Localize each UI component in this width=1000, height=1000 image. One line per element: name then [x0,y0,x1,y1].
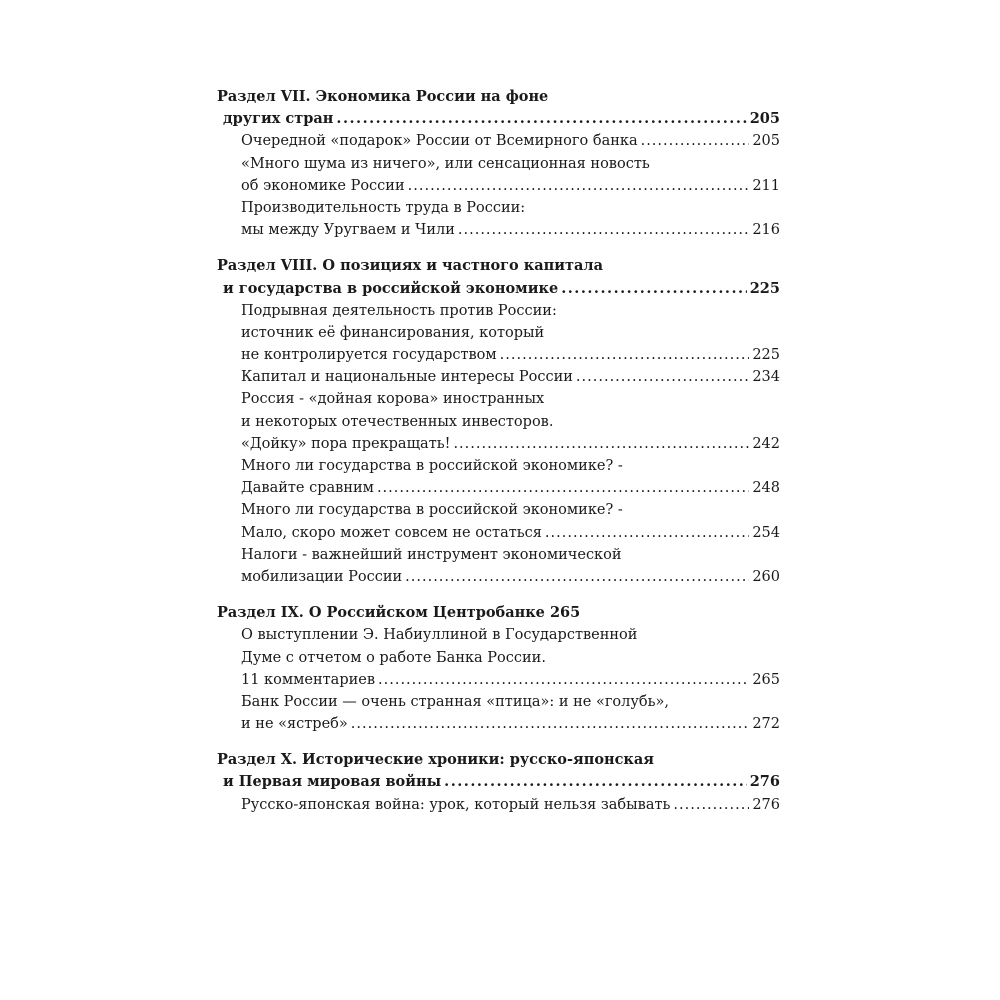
entry-title-line [217,433,780,455]
section-heading-line [217,108,780,130]
entry-title-line [217,322,780,344]
toc-entry[interactable] [217,544,780,588]
dot-leader [405,566,749,588]
dot-leader [336,108,746,130]
dot-leader [545,522,749,544]
entry-title-line [217,647,780,669]
page-number: 205 [749,110,780,128]
entry-title-line [217,455,780,477]
entry-title-text: Производительность труда в России: [241,199,526,216]
entry-title-text: Думе с отчетом о работе Банка России. [241,649,546,666]
page-number: 242 [752,435,780,452]
entry-title-line [217,499,780,521]
entry-title-text: и не «ястреб» [241,716,348,733]
entry-title-line [217,691,780,713]
entry-title-text: Мало, скоро может совсем не остаться [241,524,542,541]
dot-leader [458,219,749,241]
entry-title-line [217,153,780,175]
entry-title-text: 11 комментариев [241,671,376,688]
dot-leader [377,477,749,499]
toc-entry[interactable] [217,794,780,816]
entry-title-text: Очередной «подарок» России от Всемирного банка [241,133,638,150]
entry-title-text: и некоторых отечественных инвесторов. [241,413,554,430]
section-heading-text: Раздел X. Исторические хроники: русско-японская [217,751,655,769]
dot-leader [641,130,750,152]
entry-title-text: Россия - «дойная корова» иностранных [241,391,545,408]
page-number: 205 [752,133,780,150]
entry-title-line [217,713,780,735]
entry-title-line [217,344,780,366]
toc-entry[interactable] [217,499,780,543]
entry-title-text: Банк России — очень странная «птица»: и не «голубь», [241,693,670,710]
section-heading-line [217,278,780,300]
page-number: 276 [749,773,780,791]
entry-title-line [217,477,780,499]
entry-title-text: мобилизации России [241,568,403,585]
entry-title-line [217,624,780,646]
entry-title-text: «Дойку» пора прекращать! [241,435,451,452]
section-heading[interactable] [217,255,780,299]
dot-leader [453,433,749,455]
entry-title-text: Давайте сравним [241,480,374,497]
entry-title-line [217,175,780,197]
section-heading-text: и государства в российской экономике [223,279,559,297]
page-number: 225 [752,347,780,364]
entry-title-line [217,300,780,322]
toc-entry[interactable] [217,455,780,499]
entry-title-line [217,366,780,388]
page-number: 211 [752,177,780,194]
page-number: 216 [752,222,780,239]
entry-title-line [217,566,780,588]
table-of-contents [217,86,780,830]
dot-leader [673,794,749,816]
entry-title-text: Подрывная деятельность против России: [241,302,557,319]
toc-entry[interactable] [217,130,780,152]
section-heading-text: Раздел IX. О Российском Центробанке 265 [217,604,581,622]
page-number: 265 [752,671,780,688]
section-heading-line [217,602,780,624]
dot-leader [576,366,749,388]
dot-leader [408,175,750,197]
toc-section [217,602,780,735]
page-number: 276 [752,796,780,813]
page-number: 254 [752,524,780,541]
entry-title-text: не контролируется государством [241,347,497,364]
entry-title-line [217,388,780,410]
section-heading-text: других стран [223,110,334,128]
section-heading-text: Раздел VII. Экономика России на фоне [217,88,549,105]
page-number: 248 [752,480,780,497]
toc-entry[interactable] [217,624,780,691]
dot-leader [500,344,750,366]
page-number: 260 [752,568,780,585]
section-heading[interactable] [217,602,780,624]
dot-leader [561,278,747,300]
toc-entry[interactable] [217,197,780,241]
entry-title-line [217,669,780,691]
entry-title-text: Капитал и национальные интересы России [241,369,573,386]
entry-title-line [217,544,780,566]
page-number: 225 [749,279,780,297]
page-number: 234 [752,369,780,386]
section-heading-text: и Первая мировая войны [223,773,442,791]
section-heading-line [217,255,780,277]
entry-title-text: об экономике России [241,177,405,194]
entry-title-line [217,130,780,152]
entry-title-text: О выступлении Э. Набиуллиной в Государственной [241,627,638,644]
dot-leader [444,771,747,793]
toc-entry[interactable] [217,366,780,388]
toc-entry[interactable] [217,691,780,735]
toc-section [217,749,780,816]
entry-title-text: «Много шума из ничего», или сенсационная новость [241,155,650,172]
toc-entry[interactable] [217,388,780,455]
entry-title-line [217,197,780,219]
toc-section [217,86,780,241]
toc-section [217,255,780,588]
entry-title-line [217,411,780,433]
entry-title-text: Много ли государства в российской экономике? - [241,502,623,519]
section-heading-line [217,749,780,771]
dot-leader [351,713,750,735]
entry-title-line [217,794,780,816]
section-heading-line [217,86,780,108]
section-heading-line [217,771,780,793]
section-heading-text: Раздел VIII. О позициях и частного капитала [217,257,603,275]
toc-entry[interactable] [217,153,780,197]
page-number: 272 [752,716,780,733]
section-heading[interactable] [217,86,780,130]
toc-entry[interactable] [217,300,780,367]
entry-title-text: источник её финансирования, который [241,324,545,341]
entry-title-text: мы между Уругваем и Чили [241,222,455,239]
entry-title-line [217,522,780,544]
entry-title-text: Много ли государства в российской экономике? - [241,458,623,474]
entry-title-text: Налоги - важнейший инструмент экономической [241,546,622,563]
entry-title-line [217,219,780,241]
dot-leader [378,669,749,691]
section-heading[interactable] [217,749,780,793]
entry-title-text: Русско-японская война: урок, который нельзя забывать [241,796,671,813]
